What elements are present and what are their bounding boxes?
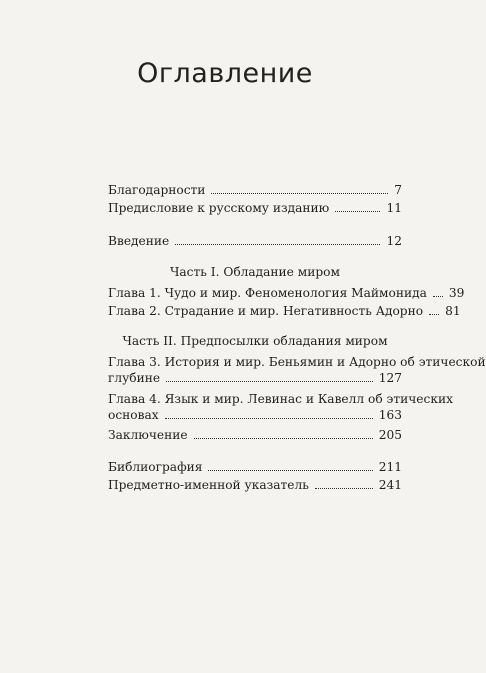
dot-leader	[208, 470, 372, 471]
toc-entry-acknowledgements[interactable]	[108, 182, 402, 198]
toc-entry-label-line1: Глава 4. Язык и мир. Левинас и Кавелл об этических	[108, 392, 453, 406]
toc-entry-page: 163	[378, 408, 402, 422]
part-heading-1: Часть I. Обладание миром	[170, 265, 340, 279]
toc-entry-conclusion[interactable]	[108, 427, 402, 443]
dot-leader	[175, 244, 380, 245]
toc-entry-preface[interactable]	[108, 200, 402, 216]
toc-entry-label-line2: основах	[108, 408, 159, 422]
toc-entry-page: 127	[378, 371, 402, 385]
toc-entry-label: Глава 2. Страдание и мир. Негативность Адорно	[108, 304, 424, 318]
toc-entry-label-line2: глубине	[108, 371, 161, 385]
dot-leader	[315, 488, 373, 489]
toc-entry-chapter-3[interactable]	[108, 354, 486, 386]
part-heading-2: Часть II. Предпосылки обладания миром	[122, 334, 388, 348]
toc-entry-page: 211	[378, 460, 402, 474]
toc-entry-chapter-2[interactable]	[108, 303, 461, 319]
toc-entry-chapter-4[interactable]	[108, 391, 453, 423]
toc-entry-index[interactable]	[108, 477, 402, 493]
dot-leader	[335, 211, 380, 212]
toc-entry-page: 205	[378, 428, 402, 442]
toc-entry-page: 7	[394, 183, 402, 197]
dot-leader	[211, 193, 388, 194]
page-title: Оглавление	[137, 58, 313, 89]
dot-leader	[194, 438, 373, 439]
dot-leader	[433, 296, 443, 297]
toc-entry-label: Предисловие к русскому изданию	[108, 201, 330, 215]
dot-leader	[165, 418, 373, 419]
toc-entry-chapter-1[interactable]	[108, 285, 465, 301]
toc-entry-page: 39	[448, 286, 465, 300]
dot-leader	[429, 314, 439, 315]
dot-leader	[166, 381, 373, 382]
toc-entry-label: Библиография	[108, 460, 203, 474]
toc-entry-label: Заключение	[108, 428, 188, 442]
toc-entry-page: 11	[386, 201, 402, 215]
toc-entry-label: Глава 1. Чудо и мир. Феноменология Маймонида	[108, 286, 427, 300]
toc-entry-label: Предметно-именной указатель	[108, 478, 309, 492]
toc-entry-label-line1: Глава 3. История и мир. Беньямин и Адорно об этической	[108, 355, 486, 369]
toc-entry-page: 241	[378, 478, 402, 492]
toc-entry-bibliography[interactable]	[108, 459, 402, 475]
toc-entry-page: 12	[386, 234, 402, 248]
toc-entry-label: Благодарности	[108, 183, 206, 197]
toc-entry-page: 81	[445, 304, 461, 318]
toc-entry-label: Введение	[108, 234, 170, 248]
toc-entry-introduction[interactable]	[108, 233, 402, 249]
